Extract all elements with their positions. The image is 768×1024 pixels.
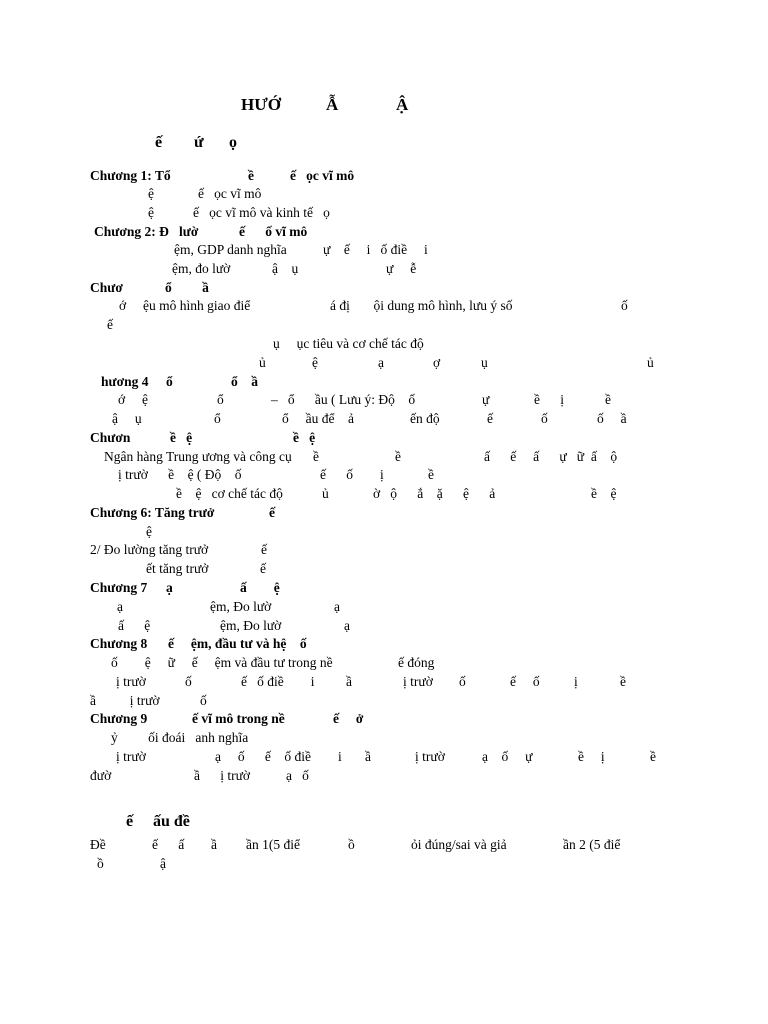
chapter-1-line-2a: ệ <box>148 205 154 220</box>
chapter-3-line-4b: ệ <box>312 355 318 370</box>
chapter-4-heading-c: ổ ầ <box>231 374 258 389</box>
chapter-5-line-2b: ế ố ị <box>320 467 384 482</box>
doc-title-part-3: Ậ <box>396 95 409 114</box>
chapter-7-line-1c: ạ <box>334 599 340 614</box>
chapter-5-line-3c: ờ ộ ắ ặ ệ ả <box>373 486 496 501</box>
chapter-8-heading-b: ế ệm, đầu tư và hệ ố <box>168 636 307 651</box>
section-b-line-1d: ần 1(5 điể <box>246 837 300 852</box>
chapter-2-line-2c: ự ễ <box>386 261 417 276</box>
chapter-7-line-2c: ạ <box>344 618 350 633</box>
chapter-4-line-2d: ến độ <box>410 411 440 426</box>
section-b-line-1c: ầ <box>211 837 217 852</box>
chapter-6-line-2b: ế <box>261 542 267 557</box>
chapter-9-line-2g: ề <box>650 749 656 764</box>
chapter-3-line-2a: ế <box>107 317 113 332</box>
chapter-4-line-1e: ề ị <box>534 392 564 407</box>
section-b-heading-a: ế <box>126 813 134 830</box>
chapter-1-line-2b: ế ọc vĩ mô và kinh tế ọ <box>193 205 330 220</box>
chapter-5-line-1a: Ngân hàng Trung ương và công cụ <box>104 449 292 464</box>
section-b-heading-b: ấu đề <box>153 813 190 830</box>
chapter-2-line-2b: ậ ụ <box>272 261 299 276</box>
chapter-5-line-3a: ề ệ cơ chế tác độ <box>176 486 283 501</box>
chapter-9-line-3c: ạ ố <box>286 768 309 783</box>
chapter-8-line-2h: ị <box>574 674 578 689</box>
chapter-3-line-1b: á đị ội dung mô hình, lưu ý số <box>330 298 513 313</box>
chapter-5-line-1d: ấ ế ấ ự ữ ấ ộ <box>484 449 618 464</box>
chapter-9-line-2e: ạ ố ự <box>482 749 533 764</box>
chapter-4-line-1a: ớ ệ <box>118 392 149 407</box>
chapter-6-line-3b: ế <box>260 561 266 576</box>
chapter-2-line-2a: ệm, đo lườ <box>172 261 231 276</box>
chapter-8-line-2a: ị trườ <box>116 674 146 689</box>
chapter-9-heading-c: ế ở <box>333 711 364 726</box>
chapter-9-line-2a: ị trườ <box>116 749 146 764</box>
chapter-4-line-1b: ổ <box>217 392 224 407</box>
section-b-line-2a: ồ <box>97 856 104 871</box>
section-b-line-1e: ồ <box>348 837 355 852</box>
chapter-8-line-2c: ế ố điề i <box>241 674 315 689</box>
section-b-line-1a: Đề <box>90 837 106 852</box>
chapter-1-line-1b: ế ọc vĩ mô <box>198 186 262 201</box>
chapter-7-line-2a: ấ ệ <box>118 618 151 633</box>
doc-title-part-2: Ẫ <box>326 95 339 114</box>
chapter-9-heading-b: ế vĩ mô trong nề <box>192 711 285 726</box>
chapter-8-line-2f: ố <box>459 674 466 689</box>
chapter-8-line-3a: ầ ị trườ <box>90 693 160 708</box>
chapter-3-line-4a: ủ <box>259 355 266 370</box>
chapter-2-line-1a: ệm, GDP danh nghĩa <box>174 242 287 257</box>
chapter-2-heading-a: Chương 2: Đ lườ <box>94 224 199 239</box>
section-b-line-1g: ần 2 (5 điể <box>563 837 621 852</box>
chapter-1-heading-a: Chương 1: Tổ <box>90 168 171 183</box>
chapter-6-line-2a: 2/ Đo lường tăng trưở <box>90 542 209 557</box>
chapter-4-line-1f: ề <box>605 392 611 407</box>
chapter-9-line-2f: ề ị <box>578 749 605 764</box>
chapter-8-line-3b: ố <box>200 693 207 708</box>
section-a-heading-3: ọ <box>229 134 237 151</box>
chapter-3-line-4f: ủ <box>647 355 654 370</box>
chapter-5-line-3b: ủ <box>322 486 329 501</box>
chapter-9-line-3b: ầ ị trườ <box>194 768 251 783</box>
chapter-3-line-4e: ụ <box>481 355 488 370</box>
chapter-5-line-2c: ề <box>428 467 434 482</box>
chapter-9-line-2c: ầ <box>365 749 371 764</box>
chapter-7-heading-b: ạ <box>166 580 173 595</box>
chapter-5-heading-c: ề ệ <box>293 430 316 445</box>
section-b-line-1f: ỏi đúng/sai và giả <box>411 837 507 852</box>
chapter-3-heading-b: ổ ầ <box>165 280 209 295</box>
chapter-8-line-2i: ề <box>620 674 626 689</box>
chapter-6-heading-a: Chương 6: Tăng trưở <box>90 505 215 520</box>
chapter-8-line-1a: ố ệ ữ ế ệm và đầu tư trong nề <box>111 655 333 670</box>
chapter-1-line-1a: ệ <box>148 186 154 201</box>
chapter-7-line-1b: ệm, Đo lườ <box>210 599 272 614</box>
chapter-3-heading-a: Chươ <box>90 280 123 295</box>
chapter-6-line-3a: ết tăng trưở <box>146 561 209 576</box>
chapter-4-line-1d: ự <box>482 392 490 407</box>
chapter-5-heading-b: ề ệ <box>170 430 193 445</box>
chapter-2-heading-b: ế ố vĩ mô <box>239 224 308 239</box>
chapter-6-line-1a: ệ <box>146 524 152 539</box>
chapter-4-line-2f: ố <box>541 411 548 426</box>
chapter-8-line-2b: ố <box>185 674 192 689</box>
chapter-4-line-2e: ế <box>487 411 493 426</box>
chapter-4-line-2c: ổ ầu để ả <box>282 411 354 426</box>
chapter-7-heading-c: ấ ệ <box>240 580 280 595</box>
chapter-2-line-1b: ự ế i ố điề i <box>323 242 428 257</box>
chapter-4-heading-b: ổ <box>166 374 173 389</box>
section-a-heading-1: ế <box>155 134 163 151</box>
chapter-8-line-1b: ế đóng <box>398 655 435 670</box>
chapter-9-heading-a: Chương 9 <box>90 711 148 726</box>
chapter-9-line-2d: ị trườ <box>415 749 445 764</box>
chapter-7-heading-a: Chương 7 <box>90 580 148 595</box>
chapter-3-line-1a: ớ ệu mô hình giao điể <box>119 298 251 313</box>
chapter-3-line-4d: ợ <box>433 355 441 370</box>
chapter-4-line-1c: – ổ ầu ( Lưu ý: Độ ố <box>271 392 416 407</box>
chapter-8-line-2g: ế ố <box>510 674 540 689</box>
chapter-1-heading-c: ế ọc vĩ mô <box>290 168 355 183</box>
chapter-5-heading-a: Chươn <box>90 430 131 445</box>
chapter-5-line-3d: ề ệ <box>591 486 617 501</box>
chapter-4-line-2g: ố ầ <box>597 411 627 426</box>
chapter-6-heading-b: ế <box>269 505 275 520</box>
doc-title-part-1: HƯỚ <box>241 95 281 114</box>
section-a-heading-2: ứ <box>194 134 204 151</box>
chapter-5-line-1b: ề <box>313 449 319 464</box>
chapter-7-line-2b: ệm, Đo lườ <box>220 618 282 633</box>
chapter-8-heading-a: Chương 8 <box>90 636 148 651</box>
chapter-1-heading-b: ề <box>248 168 254 183</box>
chapter-4-line-2a: ậ ụ <box>112 411 142 426</box>
chapter-3-line-4c: ạ <box>378 355 384 370</box>
chapter-8-line-2d: ầ <box>346 674 352 689</box>
chapter-3-line-3a: ụ ục tiêu và cơ chế tác độ <box>273 336 424 351</box>
chapter-5-line-1c: ề <box>395 449 401 464</box>
chapter-4-heading-a: hương 4 <box>101 374 149 389</box>
chapter-8-line-2e: ị trườ <box>403 674 433 689</box>
chapter-9-line-2b: ạ ố ế ố điề i <box>215 749 342 764</box>
section-b-line-2b: ậ <box>160 856 166 871</box>
chapter-7-line-1a: ạ <box>117 599 123 614</box>
section-b-line-1b: ế ấ <box>152 837 185 852</box>
chapter-9-line-1a: ỷ ối đoái anh nghĩa <box>111 730 249 745</box>
chapter-3-line-1c: ố <box>621 298 628 313</box>
chapter-4-line-2b: ổ <box>214 411 221 426</box>
chapter-5-line-2a: ị trườ ề ệ ( Độ ố <box>118 467 242 482</box>
chapter-9-line-3a: đườ <box>90 768 112 783</box>
